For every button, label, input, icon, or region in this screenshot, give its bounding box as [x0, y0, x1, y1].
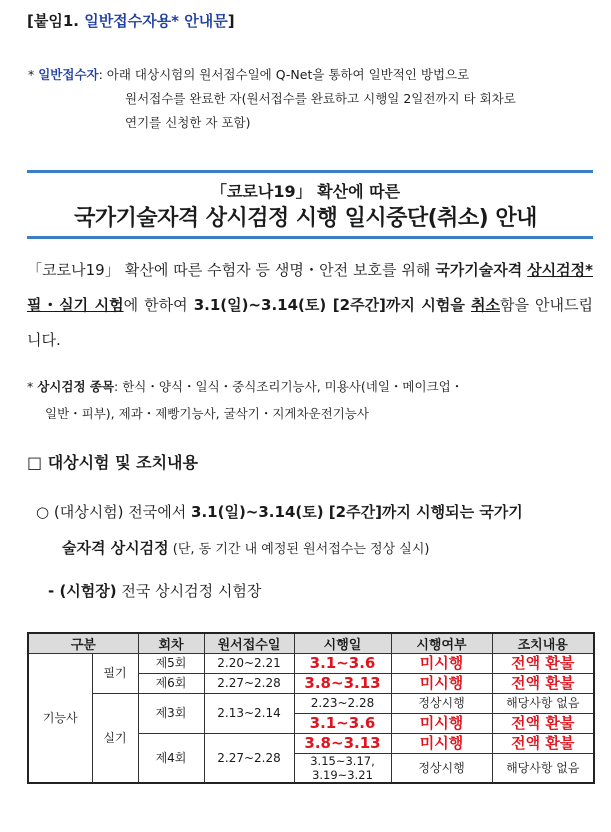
title-rule-top — [27, 170, 593, 173]
announcement-body: 「코로나19」 확산에 따른 수험자 등 생명・안전 보호를 위해 국가기술자격 상시검정* 필・실기 시험에 한하여 3.1(일)~3.14(토) [2주간]까지 시험을 취소함을 안내드립니다. — [27, 261, 593, 349]
subject-note: * 상시검정 종목: 한식・양식・일식・중식조리기능사, 미용사(네일・메이크업・ 일반・피부), 제과・제빵기능사, 굴삭기・지게차운전기능사 — [27, 379, 464, 421]
section-heading: □ 대상시험 및 조치내용 — [27, 453, 198, 472]
date-cell: 3.15~3.17, 3.19~3.21 — [294, 754, 391, 784]
table-row: 실기 제3회 2.13~2.14 2.23~2.28 정상시행 해당사항 없음 — [28, 694, 594, 714]
table-row: 기능사 필기 제5회 2.20~2.21 3.1~3.6 미시행 전액 환불 — [28, 654, 594, 674]
table-row: 3.1~3.6 미시행 전액 환불 — [28, 714, 594, 734]
attachment-heading: [붙임1. 일반접수자용* 안내문] — [27, 12, 235, 30]
title-rule-bottom — [27, 236, 593, 239]
page-title: 국가기술자격 상시검정 시행 일시중단(취소) 안내 — [74, 206, 537, 231]
table-row: 3.15~3.17, 3.19~3.21 정상시행 해당사항 없음 — [28, 754, 594, 784]
table-header-row: 구분 회차 원서접수일 시행일 시행여부 조치내용 — [28, 633, 594, 654]
target-bullet: ○ (대상시험) 전국에서 3.1(일)~3.14(토) [2주간]까지 시행되는 국가기 술자격 상시검정 (단, 동 기간 내 예정된 원서접수는 정상 실시) — [36, 503, 523, 557]
subtitle: 「코로나19」 확산에 따른 — [210, 182, 401, 201]
applicant-note: * 일반접수자: 아래 대상시험의 원서접수일에 Q-Net을 통하여 일반적인 방법으로 원서접수를 완료한 자(원서접수를 완료하고 시행일 2일전까지 타 회차로 연기를 신청한 자 포함) — [28, 67, 516, 130]
schedule-table — [27, 632, 595, 784]
table-row: 제6회 2.27~2.28 3.8~3.13 미시행 전액 환불 — [28, 674, 594, 694]
table-row: 제4회 2.27~2.28 3.8~3.13 미시행 전액 환불 — [28, 734, 594, 754]
venue-line: - (시험장) 전국 상시검정 시험장 — [48, 582, 262, 600]
